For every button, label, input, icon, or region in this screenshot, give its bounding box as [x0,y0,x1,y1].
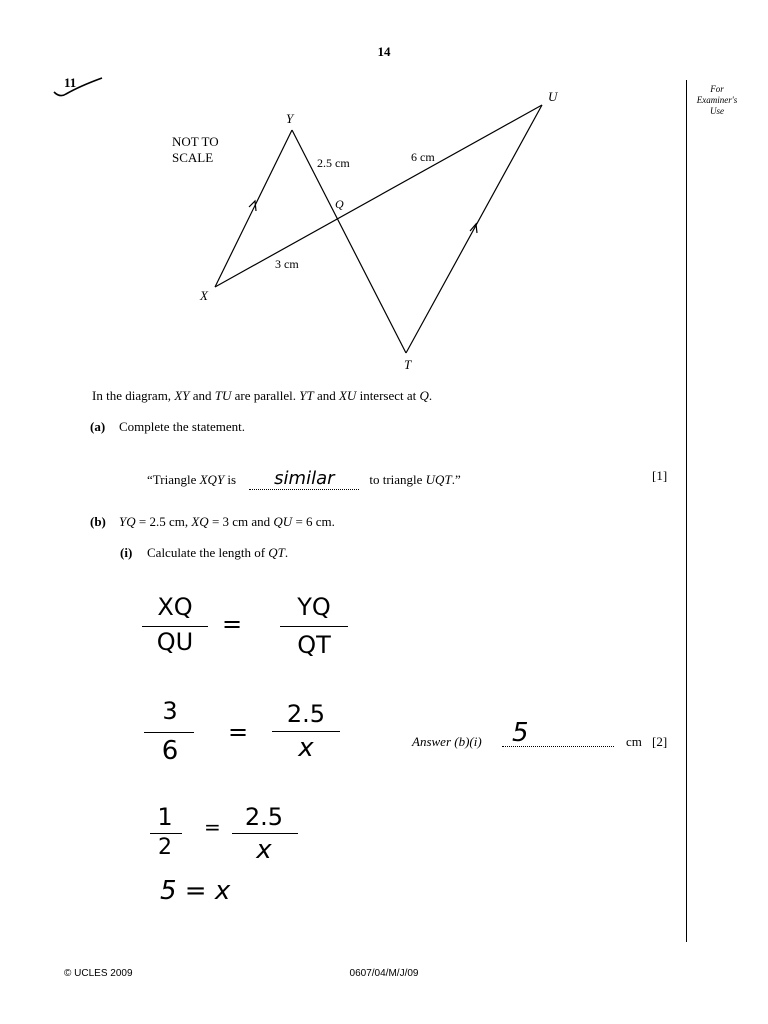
length-label-qu: 6 cm [411,150,435,164]
examiner-use-label: For Examiner's Use [696,84,738,116]
segment-xu [215,105,542,287]
geometry-diagram [0,0,768,380]
parallel-arrow-tu [470,224,477,233]
vertex-label-x: X [200,288,208,303]
answer-bi-marks: [2] [652,734,668,749]
working-l3-numerator-2: 2.5 [244,803,284,831]
part-b-i-instruction: Calculate the length of QT. [147,545,289,560]
working-l2-equals: = [228,718,249,746]
working-l2-bar-2 [272,731,340,732]
similar-answer-field[interactable]: similar [249,468,359,490]
not-to-scale-note: NOT TO SCALE [172,134,219,165]
working-l3-denominator: 2 [158,835,172,860]
working-l2-denominator-2: x [298,733,314,763]
working-l4-result: 5 = x [160,876,231,906]
answer-bi-unit: cm [626,734,642,749]
part-b-given: YQ = 2.5 cm, XQ = 3 cm and QU = 6 cm. [119,514,335,529]
working-l3-numerator: 1 [157,803,173,831]
working-l3-bar [150,833,182,834]
working-l3-denominator-2: x [256,835,272,865]
vertex-label-y: Y [286,111,294,126]
answer-bi-field[interactable]: 5 [502,722,614,747]
working-l1-numerator: XQ [157,593,193,621]
question-number: 11 [64,75,77,90]
part-a-marks: [1] [652,468,668,483]
intro-text: In the diagram, XY and TU are parallel. YT and XU intersect at Q. [92,388,433,403]
working-l2-bar [144,732,194,733]
vertex-label-u: U [548,89,558,104]
working-l1-equals: = [222,610,243,638]
part-a-label: (a) [90,419,106,434]
working-l3-bar-2 [232,833,298,834]
working-l2-denominator: 6 [161,736,179,766]
footer-paper-code: 0607/04/M/J/09 [349,968,419,979]
part-b-label: (b) [90,514,106,529]
working-l2-numerator: 3 [162,697,178,725]
part-a-instruction: Complete the statement. [119,419,245,434]
length-label-yq: 2.5 cm [317,156,350,170]
working-l2-numerator-2: 2.5 [286,700,326,728]
working-l1-bar-2 [280,626,348,627]
statement-line: “Triangle XQY is similar to triangle UQT.” [147,468,461,489]
vertex-label-t: T [404,357,412,372]
working-l1-denominator-2: QT [297,631,331,659]
working-l1-numerator-2: YQ [297,593,331,621]
vertex-label-q: Q [335,197,344,211]
footer-copyright: © UCLES 2009 [64,968,133,979]
length-label-xq: 3 cm [275,257,299,271]
page-number: 14 [377,44,391,59]
working-l1-bar [142,626,208,627]
answer-bi-label: Answer (b)(i) [412,734,482,749]
part-b-i-label: (i) [120,545,133,560]
working-l1-denominator: QU [156,628,194,656]
working-l3-equals: = [204,815,221,839]
